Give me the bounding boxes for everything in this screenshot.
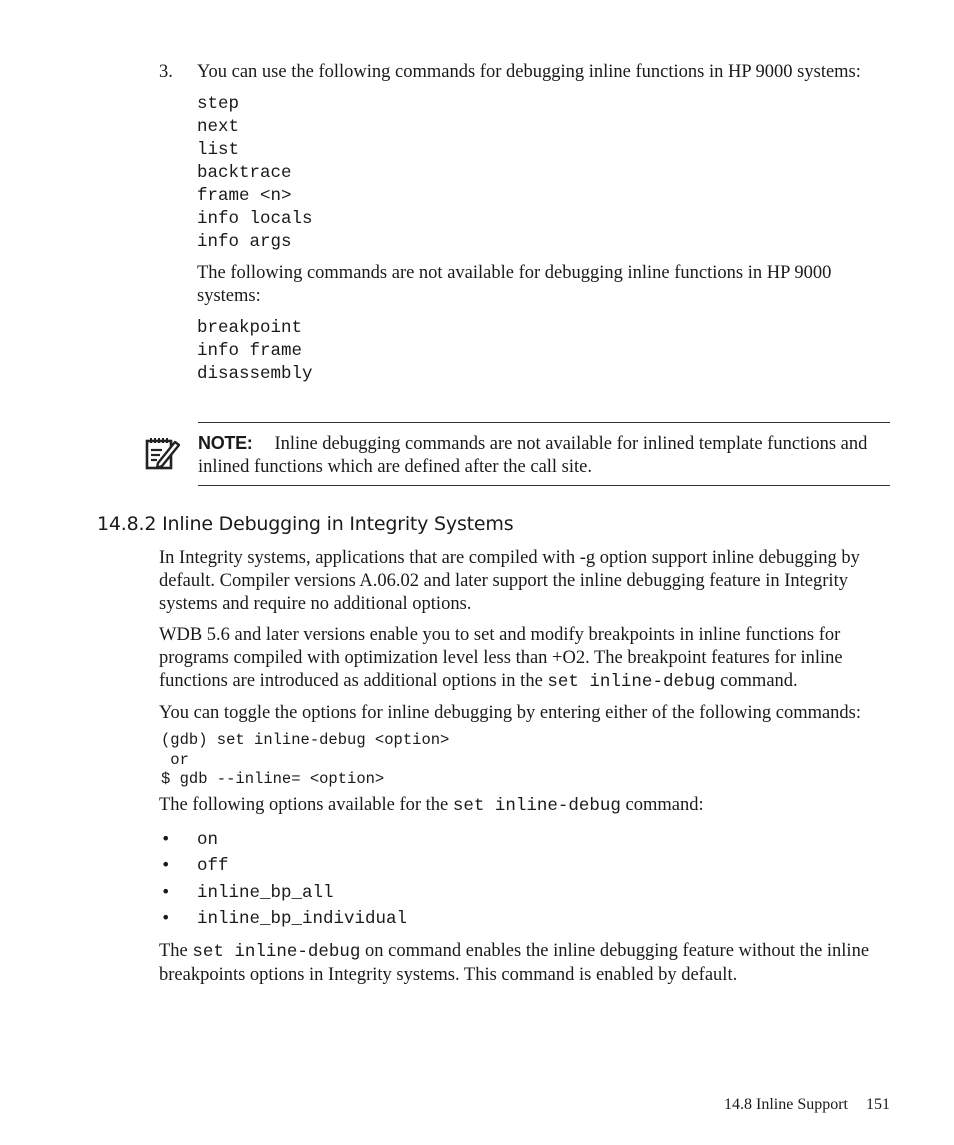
options-list <box>159 826 892 932</box>
paragraph-3: You can toggle the options for inline debugging by entering either of the following commands: <box>159 703 862 723</box>
list-item-number: 3. <box>159 62 173 82</box>
paragraph-2-tail: command. <box>715 671 798 691</box>
option-name: inline_bp_all <box>197 882 334 903</box>
option-name: on <box>197 829 219 850</box>
section-heading: 14.8.2 Inline Debugging in Integrity Systems <box>97 513 514 535</box>
paragraph-1: In Integrity systems, applications that are compiled with -g option support inline debugging by default. Compiler versions A.06.02 and later support the inline debugging feature in Integrity systems and require no additional options. <box>159 548 860 614</box>
bullet: • <box>161 908 171 927</box>
footer-section-label: 14.8 Inline Support <box>724 1096 848 1113</box>
bullet: • <box>161 881 171 901</box>
paragraph-5-tail: on command enables the inline debugging feature without the inline breakpoints options in Integrity systems. This command is enabled by default. <box>159 940 870 985</box>
note-label: NOTE: <box>198 433 253 453</box>
page-footer <box>724 1093 890 1116</box>
list-item <box>159 852 892 879</box>
paragraph-4-text: The following options available for the <box>159 794 453 815</box>
note-box <box>140 422 890 485</box>
list-item-3 <box>197 61 890 386</box>
paragraph-2-text: WDB 5.6 and later versions enable you to set and modify breakpoints in inline functions for programs compiled with optimization level less than +O2. The breakpoint features for inline functions are introduced as additional options in the <box>159 625 843 691</box>
note-text: Inline debugging commands are not available for inlined template functions and inlined functions which are defined after the call site. <box>198 434 868 477</box>
bullet: • <box>161 828 171 848</box>
not-available-intro-text: The following commands are not available for debugging inline functions in HP 9000 systems: <box>197 263 832 306</box>
bullet: • <box>161 855 171 874</box>
item-intro-text: You can use the following commands for debugging inline functions in HP 9000 systems: <box>197 62 861 82</box>
paragraph-4-tail: command: <box>620 794 704 815</box>
page-number: 151 <box>866 1096 890 1113</box>
list-item <box>159 826 892 853</box>
paragraph-4 <box>159 794 892 818</box>
section-body <box>159 547 892 987</box>
list-item <box>159 905 892 932</box>
option-name: inline_bp_individual <box>197 909 408 929</box>
note-top-rule <box>198 422 890 423</box>
option-name: off <box>197 856 229 876</box>
paragraph-2 <box>159 624 892 694</box>
available-commands-code: step next list backtrace frame <n> info locals info args <box>197 94 313 252</box>
inline-code: set inline-debug <box>452 795 621 816</box>
paragraph-5 <box>159 940 892 987</box>
list-item <box>159 879 892 906</box>
inline-code: set inline-debug <box>192 941 361 962</box>
inline-code: set inline-debug <box>547 672 716 692</box>
paragraph-5-text: The <box>159 940 193 961</box>
note-bottom-rule <box>198 485 890 486</box>
unavailable-commands-code: breakpoint info frame disassembly <box>197 318 313 384</box>
note-pencil-icon <box>144 434 180 472</box>
note-content <box>198 432 890 479</box>
gdb-command-code: (gdb) set inline-debug <option> or $ gdb --inline= <option> <box>161 731 450 788</box>
